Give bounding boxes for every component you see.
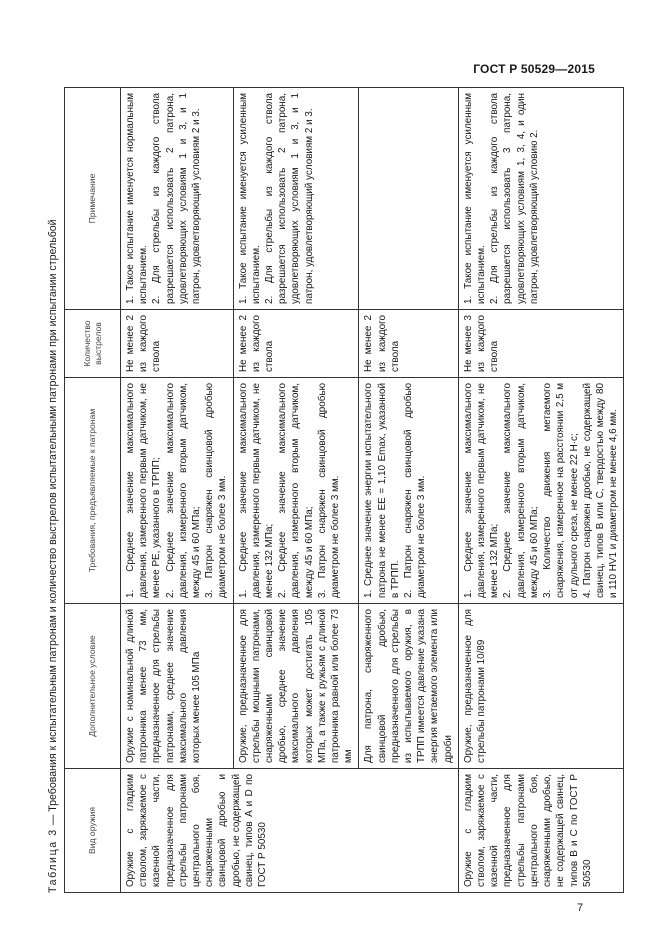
requirement-item: 3. Патрон снаряжен свинцовой дробью диаметром не более 3 мм. [204,383,229,598]
requirement-item: 3. Патрон снаряжен свинцовой дробью диаметром не более 3 мм. [316,383,342,598]
requirement-item: 2. Среднее значение максимального давления, измеренного вторым датчиком, между 45 и 60 МПа; [164,383,203,598]
cell-condition: Оружие, предназначенное для стрельбы патронами 10/89 [458,604,623,769]
cell-notes [121,88,234,310]
cell-condition: Оружие с номинальной длиной патронника менее 73 мм, предназначенное для стрельбы патронами, среднее значение максимального давления которых менее 105 МПа [121,604,234,769]
note-item: 2. Для стрельбы из каждого ствола разрешается использовать 2 патрона, удовлетворяющих условиям 1 и 3, и 1 патрон, удовлетворяющий условиям 2 и 3. [264,93,315,304]
col-header-shots: Количество выстрелов [65,310,121,378]
table-caption-label: Таблица 3 [47,828,59,893]
cell-condition: Для патрона, снаряженного свинцовой дробью, предназначенного для стрельбы из испытываемого оружия, в ТРПП имеется давление указана энергия метаемого элемента или дроби [359,604,458,769]
requirement-item: 1. Среднее значение максимального давления, измеренного первым датчиком, не менее PE, указанного в ТРПП; [125,383,163,598]
requirement-item: 2. Среднее значение максимального давления, измеренного вторым датчиком, между 45 и 60 МПа; [502,383,540,598]
cell-shots: Не менее 3 из каждого ствола [458,310,623,378]
requirement-item: 2. Среднее значение максимального давления, измеренного вторым датчиком, между 45 и 60 МПа; [277,383,315,598]
cell-weapon: Оружие с гладким стволом, заряжаемое с казенной части, предназначенное для стрельбы патронами центрального боя, снаряженными дробью, не содержащей свинец, типов B и C по ГОСТ Р 50530 [458,769,623,893]
note-item: 1. Такое испытание именуется нормальным испытанием. [125,93,150,304]
page-number: 7 [577,902,584,914]
note-item: 2. Для стрельбы из каждого ствола разрешается использовать 3 патрона, удовлетворяющих условиям 1, 3, 4, и один патрон, удовлетворяющий условию 2. [489,93,540,304]
requirement-item: 1. Среднее значение максимального давления, измеренного первым датчиком, не менее 132 МПа; [237,383,276,598]
table-caption [46,88,66,893]
cell-requirements [121,378,234,604]
col-header-weapon: Вид оружия [65,769,121,893]
table-header-row [65,88,121,893]
cell-shots: Не менее 2 из каждого ствола [359,310,458,378]
table-row [458,88,623,893]
col-header-notes: Примечание [65,88,121,310]
cell-notes [458,88,623,310]
cell-requirements [458,378,623,604]
cell-requirements [233,378,359,604]
cell-requirements [359,378,458,604]
rotated-table-page [42,88,620,893]
note-item: 2. Для стрельбы из каждого ствола разрешается использовать 2 патрона, удовлетворяющих условиям 1 и 3, и 1 патрон, удовлетворяющий условиям 2 и 3. [151,93,203,304]
table-row [121,88,234,893]
standard-code: ГОСТ Р 50529—2015 [473,62,595,76]
requirement-item: 2. Патрон снаряжен свинцовой дробью диаметром не более 3 мм. [403,383,428,598]
requirement-item: 3. Количество движения метаемого снаряжения, измеренное на расстоянии 2,5 м от дульного среза, не менее 22 Н·с; [542,383,580,598]
cell-shots: Не менее 2 из каждого ствола [121,310,234,378]
cell-condition: Оружие, предназначенное для стрельбы мощными патронами, снаряженными свинцовой дробью, среднее значение максимального давления которых может достигать 105 МПа, а также к ружьям с длиной патронника равной или более 73 мм [233,604,359,769]
cell-weapon: Оружие с гладким стволом, заряжаемое с казенной части, предназначенное для стрельбы патронами центрального боя, снаряженными свинцовой дробью и дробью, не содержащей свинец, типов A и D по ГОСТ Р 50530 [121,769,459,893]
col-header-requirements: Требования, предъявляемые к патронам [65,378,121,604]
table-caption-text: — Требования к испытательным патронам и количество выстрелов испытательными патронами при испытании стрельбой [47,219,59,829]
note-item: 1. Такое испытание именуется усиленным испытанием. [237,93,262,304]
cell-notes [233,88,359,310]
cell-shots: Не менее 2 из каждого ствола [233,310,359,378]
col-header-condition: Дополнительное условие [65,604,121,769]
note-item: 1. Такое испытание именуется усиленным испытанием. [462,93,488,304]
requirement-item: 1. Среднее значение максимального давления, измеренного первым датчиком, не менее 132 МПа; [462,383,501,598]
table-area [42,88,620,893]
requirement-item: 4. Патрон снаряжен дробью, не содержащей свинец, типов B или C, твердостью между 80 и 110 HV1 и диаметром не менее 4,6 мм. [581,383,620,598]
requirements-table [64,87,624,893]
cell-notes [359,88,458,310]
requirement-item: 1. Среднее значение энергии испытательного патрона не менее EE = 1,10 Emax, указанной в ТРПП. [363,383,401,598]
